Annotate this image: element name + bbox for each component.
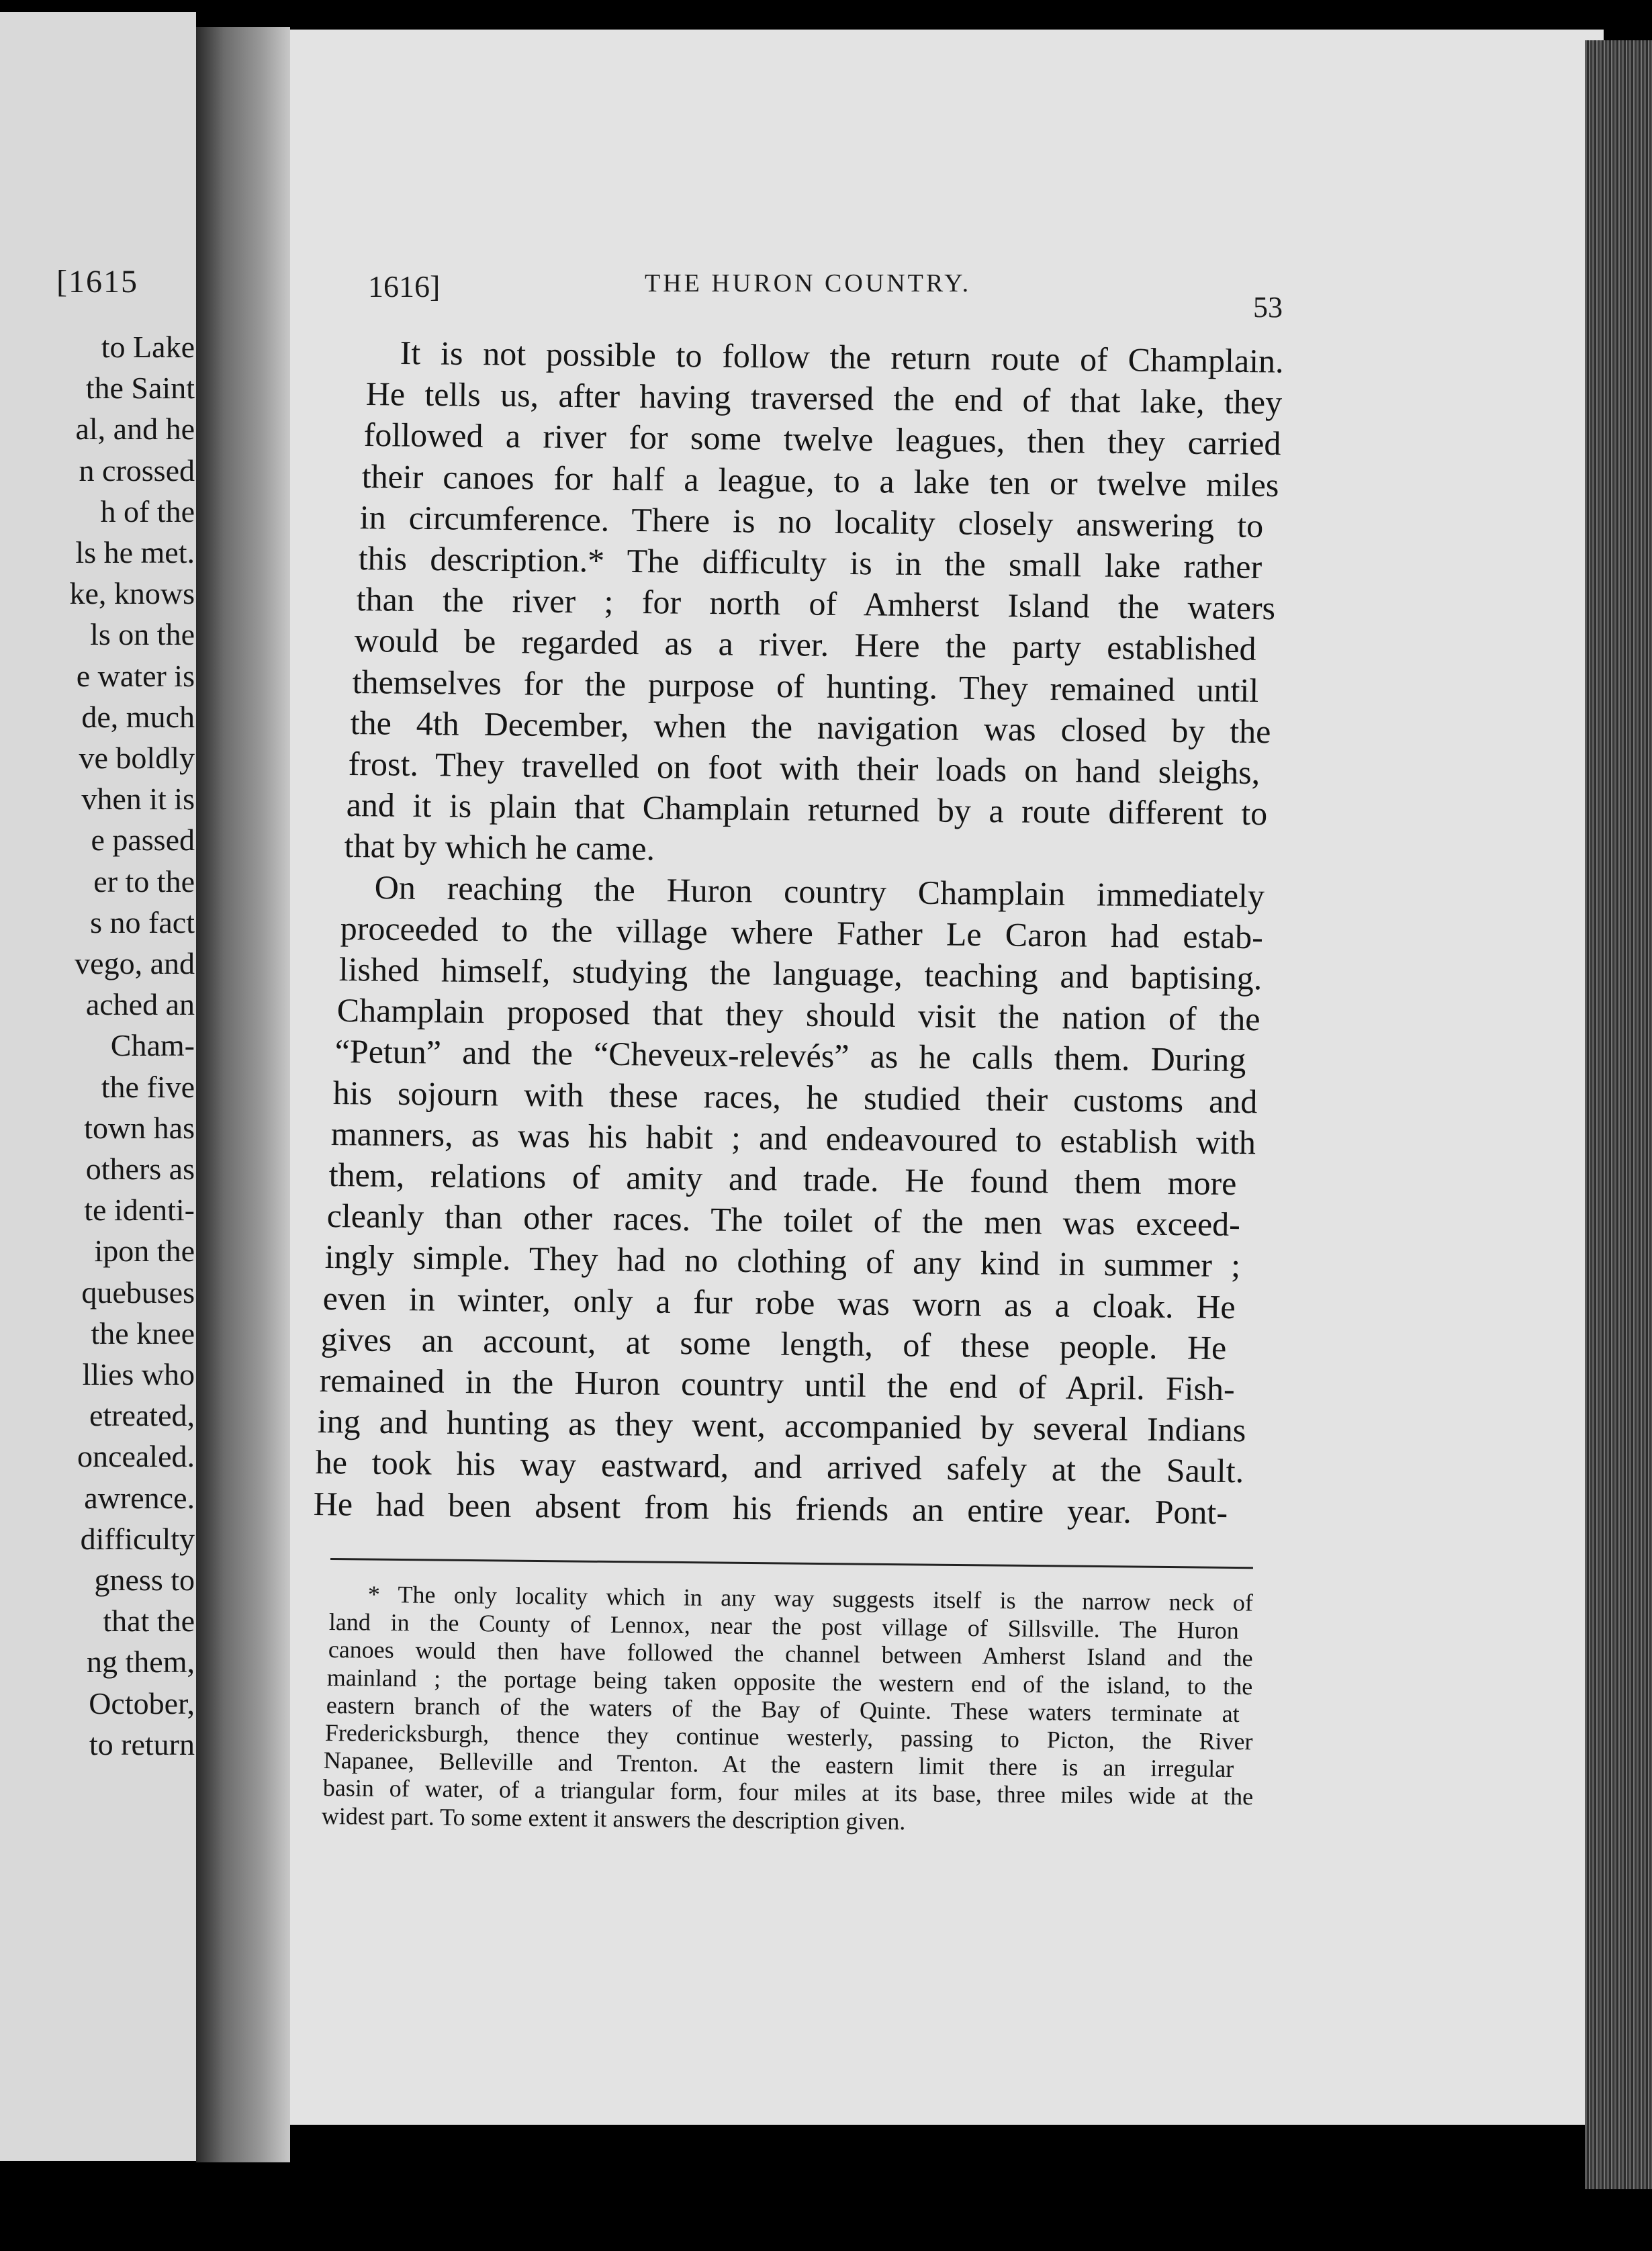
body-text-line: that by which he came. [344,827,655,868]
body-text-line: them, relations of amity and trade. He found them more [328,1156,1237,1202]
footnote-line: widest part. To some extent it answers the description given. [321,1802,906,1835]
body-text-line: gives an account, at some length, of these people. He [320,1320,1227,1367]
book-gutter [196,27,290,2162]
left-text-line: e water is [76,658,195,693]
footnote-line: basin of water, of a triangular form, four miles at its base, three miles wide at the [322,1774,1254,1810]
body-text-line: ingly simple. They had no clothing of any kind in summer ; [324,1238,1241,1285]
left-text-line: ng them, [87,1645,195,1680]
left-text-line: llies who [82,1357,195,1391]
body-text-line: the 4th December, when the navigation was closed by the [350,703,1271,750]
body-text-line: On reaching the Huron country Champlain immediately [374,868,1265,915]
body-text-line: he took his way eastward, and arrived safely at the Sault. [315,1443,1244,1490]
left-text-line: de, much [81,699,195,734]
left-text-line: Cham- [110,1028,195,1063]
left-text-line: ipon the [94,1234,195,1269]
body-text-line: this description.* The difficulty is in the small lake rather [357,539,1262,586]
body-text-line: their canoes for half a league, to a lake ten or twelve miles [361,457,1279,504]
left-text-line: the five [101,1069,195,1104]
left-text-line: ls he met. [75,535,195,569]
footnote-line: canoes would then have followed the channel between Amherst Island and the [328,1636,1253,1672]
left-text-line: gness to [94,1563,195,1597]
body-text-line: He tells us, after having traversed the end of that lake, they [365,375,1283,422]
left-text-line: to return [89,1727,195,1761]
left-text-line: ached an [85,987,195,1022]
body-text-line: would be regarded as a river. Here the party established [354,621,1256,668]
left-text-line: ls on the [90,617,195,652]
running-head-title: THE HURON COUNTRY. [645,269,972,297]
body-text-line: themselves for the purpose of hunting. They remained until [352,662,1259,709]
left-text-line: October, [89,1686,195,1720]
body-text-line: manners, as was his habit ; and endeavoured to establish with [330,1114,1256,1162]
left-running-head: [1615 [56,264,138,300]
left-text-line: ke, knows [69,576,195,611]
left-text-line: etreated, [89,1398,195,1433]
body-text-line: lished himself, studying the language, teaching and baptising. [338,950,1263,997]
footnote-line: eastern branch of the waters of the Bay of Quinte. These waters terminate at [326,1691,1240,1727]
page-edges [1585,40,1652,2189]
left-text-line: vhen it is [81,782,195,817]
left-text-line: quebuses [81,1275,195,1310]
left-text-line: oncealed. [77,1439,195,1474]
left-text-line: s no fact [90,905,195,939]
body-text-line: It is not possible to follow the return route of Champlain. [400,334,1284,380]
footnote-line: land in the County of Lennox, near the post village of Sillsville. The Huron [329,1608,1240,1645]
body-text-line: proceeded to the village where Father Le Caron had estab- [340,909,1264,956]
body-text-line: followed a river for some twelve leagues, then they carried [363,416,1281,463]
body-text-line: in circumference. There is no locality closely answering to [359,498,1264,545]
left-text-line: te identi- [84,1193,195,1228]
left-text-line: al, and he [75,412,195,447]
left-text-line: town has [84,1110,195,1145]
footnote-line: Fredericksburgh, thence they continue westerly, passing to Picton, the River [324,1719,1253,1755]
body-text-line: remained in the Huron country until the end of April. Fish- [318,1361,1235,1408]
left-text-line: n crossed [79,453,195,488]
left-text-line: the Saint [85,371,195,406]
body-text-line: frost. They travelled on foot with their loads on hand sleighs, [348,745,1260,792]
body-text-line: cleanly than other races. The toilet of the men was exceed- [326,1197,1241,1244]
left-text-line: ve boldly [79,741,195,775]
left-text-line: to Lake [101,330,195,364]
left-text-line: vego, and [75,946,195,980]
left-text-line: that the [103,1604,195,1639]
footnote-line: * The only locality which in any way suggests itself is the narrow neck of [367,1581,1254,1616]
body-text-line: “Petun” and the “Cheveux-relevés” as he calls them. During [334,1032,1246,1079]
footnote-line: mainland ; the portage being taken opposite the western end of the island, to the [326,1663,1253,1700]
body-text-line: and it is plain that Champlain returned by a route different to [346,786,1268,833]
left-text-line: difficulty [80,1521,195,1556]
left-page [0,12,196,2161]
left-text-line: er to the [93,864,195,899]
body-text-line: his sojourn with these races, he studied their customs and [332,1073,1258,1120]
left-text-line: e passed [91,823,195,858]
running-head-year: 1616] [368,269,441,304]
left-text-line: awrence. [84,1480,195,1515]
page-number: 53 [1253,291,1283,324]
body-text-line: than the river ; for north of Amherst Island the waters [356,580,1275,627]
body-text-line: even in winter, only a fur robe was worn as a cloak. He [322,1279,1236,1326]
body-text-line: ing and hunting as they went, accompanied by several Indians [317,1402,1246,1449]
left-text-line: h of the [100,494,195,529]
footnote-line: Napanee, Belleville and Trenton. At the eastern limit there is an irregular [324,1747,1234,1783]
left-text-line: others as [85,1152,195,1186]
left-text-line: the knee [91,1316,195,1350]
body-text-line: He had been absent from his friends an entire year. Pont- [313,1484,1228,1531]
body-text-line: Champlain proposed that they should visit the nation of the [336,991,1260,1038]
